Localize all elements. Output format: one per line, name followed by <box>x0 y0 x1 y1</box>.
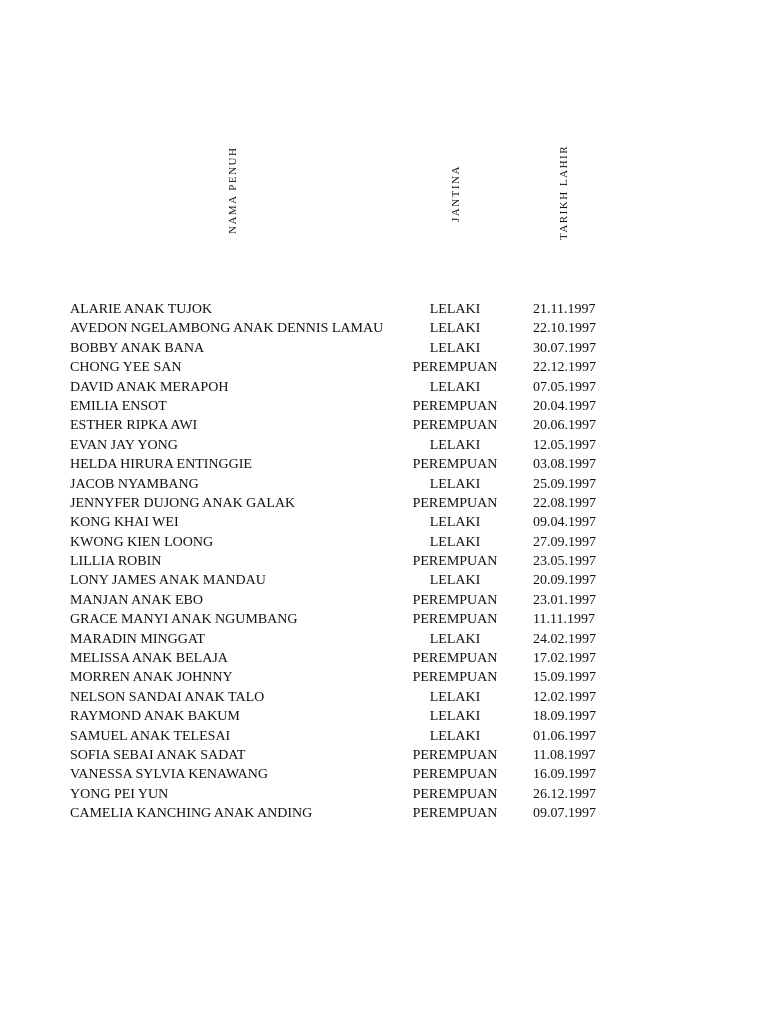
student-dob: 16.09.1997 <box>533 767 596 783</box>
student-name: LONY JAMES ANAK MANDAU <box>70 573 266 589</box>
table-row <box>0 416 768 435</box>
table-row <box>0 688 768 707</box>
student-dob: 20.06.1997 <box>533 418 596 434</box>
student-gender: PEREMPUAN <box>412 651 498 667</box>
table-row <box>0 358 768 377</box>
student-list <box>0 300 768 824</box>
student-name: RAYMOND ANAK BAKUM <box>70 709 240 725</box>
table-row <box>0 707 768 726</box>
student-name: NELSON SANDAI ANAK TALO <box>70 689 265 705</box>
student-dob: 22.12.1997 <box>533 360 596 376</box>
student-gender: LELAKI <box>429 302 481 317</box>
student-name: BOBBY ANAK BANA <box>70 340 205 356</box>
student-dob: 09.04.1997 <box>533 515 596 531</box>
table-row <box>0 475 768 494</box>
table-row <box>0 746 768 765</box>
table-row <box>0 397 768 416</box>
student-dob: 26.12.1997 <box>533 786 596 802</box>
student-dob: 27.09.1997 <box>533 534 596 550</box>
student-name: JENNYFER DUJONG ANAK GALAK <box>70 495 296 511</box>
student-dob: 22.10.1997 <box>533 321 596 337</box>
student-name: SAMUEL ANAK TELESAI <box>70 728 231 744</box>
table-row <box>0 339 768 358</box>
student-name: MARADIN MINGGAT <box>70 631 205 647</box>
student-name: EMILIA ENSOT <box>70 398 167 414</box>
table-row <box>0 610 768 629</box>
student-gender: LELAKI <box>429 321 481 337</box>
table-row <box>0 436 768 455</box>
student-gender: LELAKI <box>429 340 481 356</box>
student-dob: 07.05.1997 <box>533 379 596 395</box>
student-gender: PEREMPUAN <box>412 806 498 822</box>
table-row <box>0 378 768 397</box>
table-row <box>0 804 768 823</box>
student-gender: PEREMPUAN <box>412 360 498 376</box>
student-dob: 25.09.1997 <box>533 476 596 492</box>
student-name: AVEDON NGELAMBONG ANAK DENNIS LAMAU <box>70 321 384 337</box>
student-gender: PEREMPUAN <box>412 418 498 434</box>
student-name: YONG PEI YUN <box>70 786 169 802</box>
student-name: GRACE MANYI ANAK NGUMBANG <box>70 612 298 628</box>
student-gender: LELAKI <box>429 631 481 647</box>
student-name: VANESSA SYLVIA KENAWANG <box>70 767 269 783</box>
student-name: CHONG YEE SAN <box>70 360 182 376</box>
student-gender: PEREMPUAN <box>412 670 498 686</box>
student-name: ESTHER RIPKA AWI <box>70 418 198 434</box>
student-dob: 30.07.1997 <box>533 340 596 356</box>
table-row <box>0 533 768 552</box>
student-gender: LELAKI <box>429 573 481 589</box>
student-dob: 23.01.1997 <box>533 592 596 608</box>
student-name: ALARIE ANAK TUJOK <box>70 302 213 317</box>
student-dob: 15.09.1997 <box>533 670 596 686</box>
table-row <box>0 630 768 649</box>
table-row <box>0 668 768 687</box>
student-gender: PEREMPUAN <box>412 457 498 473</box>
student-gender: LELAKI <box>429 476 481 492</box>
student-name: KWONG KIEN LOONG <box>70 534 214 550</box>
student-gender: PEREMPUAN <box>412 495 498 511</box>
header-nama-penuh: NAMA PENUH <box>227 146 239 234</box>
student-dob: 03.08.1997 <box>533 457 596 473</box>
student-gender: LELAKI <box>429 728 481 744</box>
student-gender: PEREMPUAN <box>412 786 498 802</box>
student-gender: PEREMPUAN <box>412 612 498 628</box>
student-dob: 12.02.1997 <box>533 689 596 705</box>
student-name: EVAN JAY YONG <box>70 437 178 453</box>
student-dob: 22.08.1997 <box>533 495 596 511</box>
table-row <box>0 300 768 319</box>
header-jantina: JANTINA <box>450 165 462 222</box>
table-row <box>0 552 768 571</box>
student-gender: LELAKI <box>429 534 481 550</box>
student-name: CAMELIA KANCHING ANAK ANDING <box>70 806 313 822</box>
student-name: KONG KHAI WEI <box>70 515 179 531</box>
student-dob: 01.06.1997 <box>533 728 596 744</box>
student-dob: 21.11.1997 <box>533 302 596 317</box>
student-name: DAVID ANAK MERAPOH <box>70 379 229 395</box>
table-row <box>0 785 768 804</box>
student-name: SOFIA SEBAI ANAK SADAT <box>70 747 246 763</box>
student-gender: LELAKI <box>429 709 481 725</box>
student-gender: PEREMPUAN <box>412 592 498 608</box>
student-dob: 20.04.1997 <box>533 398 596 414</box>
table-row <box>0 571 768 590</box>
student-name: MELISSA ANAK BELAJA <box>70 651 228 667</box>
student-gender: PEREMPUAN <box>412 767 498 783</box>
student-dob: 12.05.1997 <box>533 437 596 453</box>
student-dob: 09.07.1997 <box>533 806 596 822</box>
table-row <box>0 727 768 746</box>
table-row <box>0 765 768 784</box>
student-dob: 23.05.1997 <box>533 554 596 570</box>
student-name: MANJAN ANAK EBO <box>70 592 204 608</box>
student-dob: 20.09.1997 <box>533 573 596 589</box>
student-dob: 17.02.1997 <box>533 651 596 667</box>
student-gender: PEREMPUAN <box>412 747 498 763</box>
table-row <box>0 513 768 532</box>
student-gender: PEREMPUAN <box>412 398 498 414</box>
student-dob: 18.09.1997 <box>533 709 596 725</box>
table-row <box>0 319 768 338</box>
student-dob: 11.08.1997 <box>533 747 596 763</box>
student-name: HELDA HIRURA ENTINGGIE <box>70 457 252 473</box>
student-name: MORREN ANAK JOHNNY <box>70 670 233 686</box>
table-row <box>0 455 768 474</box>
student-gender: LELAKI <box>429 515 481 531</box>
student-dob: 11.11.1997 <box>533 612 595 628</box>
student-dob: 24.02.1997 <box>533 631 596 647</box>
student-gender: LELAKI <box>429 437 481 453</box>
student-gender: PEREMPUAN <box>412 554 498 570</box>
header-tarikh-lahir: TARIKH LAHIR <box>558 144 570 240</box>
student-gender: LELAKI <box>429 689 481 705</box>
table-row <box>0 649 768 668</box>
student-name: LILLIA ROBIN <box>70 554 162 570</box>
table-row <box>0 494 768 513</box>
student-name: JACOB NYAMBANG <box>70 476 199 492</box>
student-gender: LELAKI <box>429 379 481 395</box>
table-row <box>0 591 768 610</box>
